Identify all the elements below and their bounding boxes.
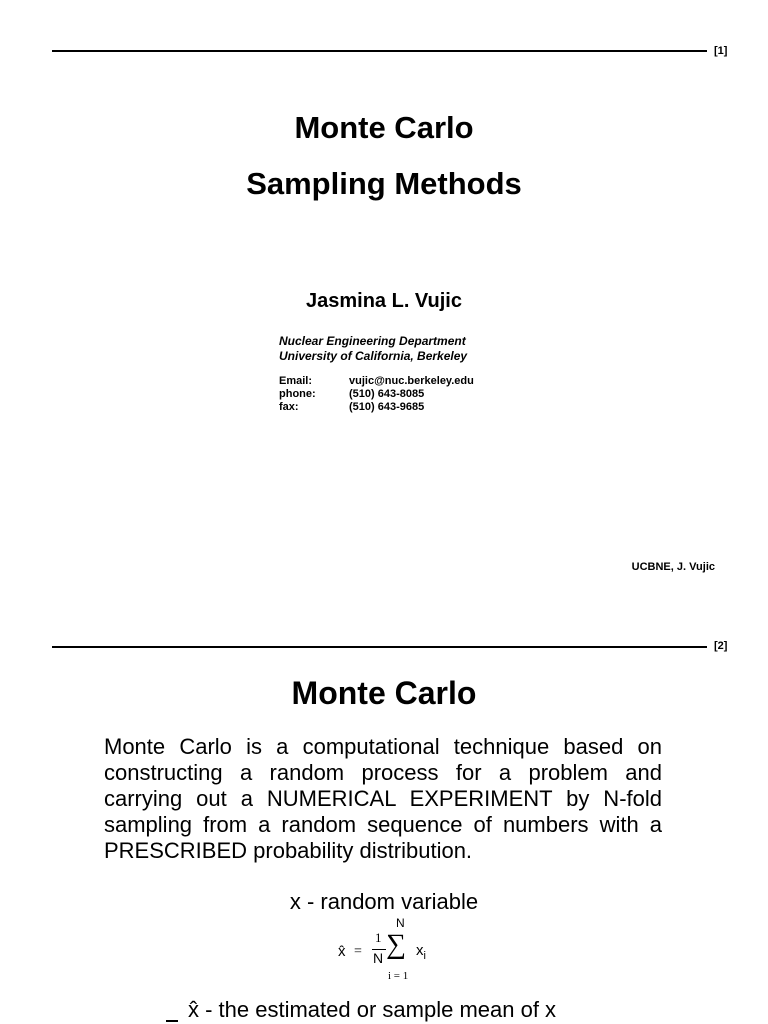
formula-lower-limit: i = 1 [388,970,409,982]
slide-1-number: [1] [714,45,728,57]
slide-2-number: [2] [714,640,728,652]
contact-row-phone [279,388,474,401]
formula-term-subscript: i [423,950,426,962]
formula-term-base: x [416,942,424,959]
contact-row-email [279,375,474,388]
slide-1-title-line-2: Sampling Methods [246,166,522,201]
formula-term [416,942,426,962]
formula-upper-limit: N [396,916,405,930]
contact-label: fax: [279,401,299,413]
sample-mean-formula [330,916,450,988]
formula-denominator: N [373,950,384,966]
formula-sigma: ∑ [386,929,406,960]
slide-1-footer: UCBNE, J. Vujic [631,561,715,573]
contact-email[interactable]: vujic@nuc.berkeley.edu [349,375,474,387]
contact-fax: (510) 643-9685 [349,401,425,413]
formula-lhs: x̂ [338,943,346,960]
slide-1-top-rule [52,50,707,52]
formula-numerator: 1 [375,930,382,945]
sample-mean-line: x̂ - the estimated or sample mean of x [188,997,557,1022]
random-variable-line: x - random variable [289,889,479,914]
definition-paragraph: Monte Carlo is a computational technique based on constructing a random process for a problem and carrying out a NUMERICAL EXPERIMENT by N-fold sampling from a random sequence of numbers with a PRESCRIBED probability distribution. [104,734,662,863]
slide-2 [0,620,768,1024]
bullet-dash [166,1020,178,1022]
slide-2-title: Monte Carlo [291,675,477,711]
contact-block [279,375,474,414]
slide-1-title-line-1: Monte Carlo [294,110,474,145]
contact-phone: (510) 643-8085 [349,388,425,400]
affiliation-university: University of California, Berkeley [279,349,468,363]
slide-2-top-rule [52,646,707,648]
author-name: Jasmina L. Vujic [306,290,462,312]
affiliation-department: Nuclear Engineering Department [279,334,466,348]
contact-label: phone: [279,388,316,400]
contact-row-fax [279,401,474,414]
contact-label: Email: [279,375,313,387]
formula-equals: = [354,944,362,959]
